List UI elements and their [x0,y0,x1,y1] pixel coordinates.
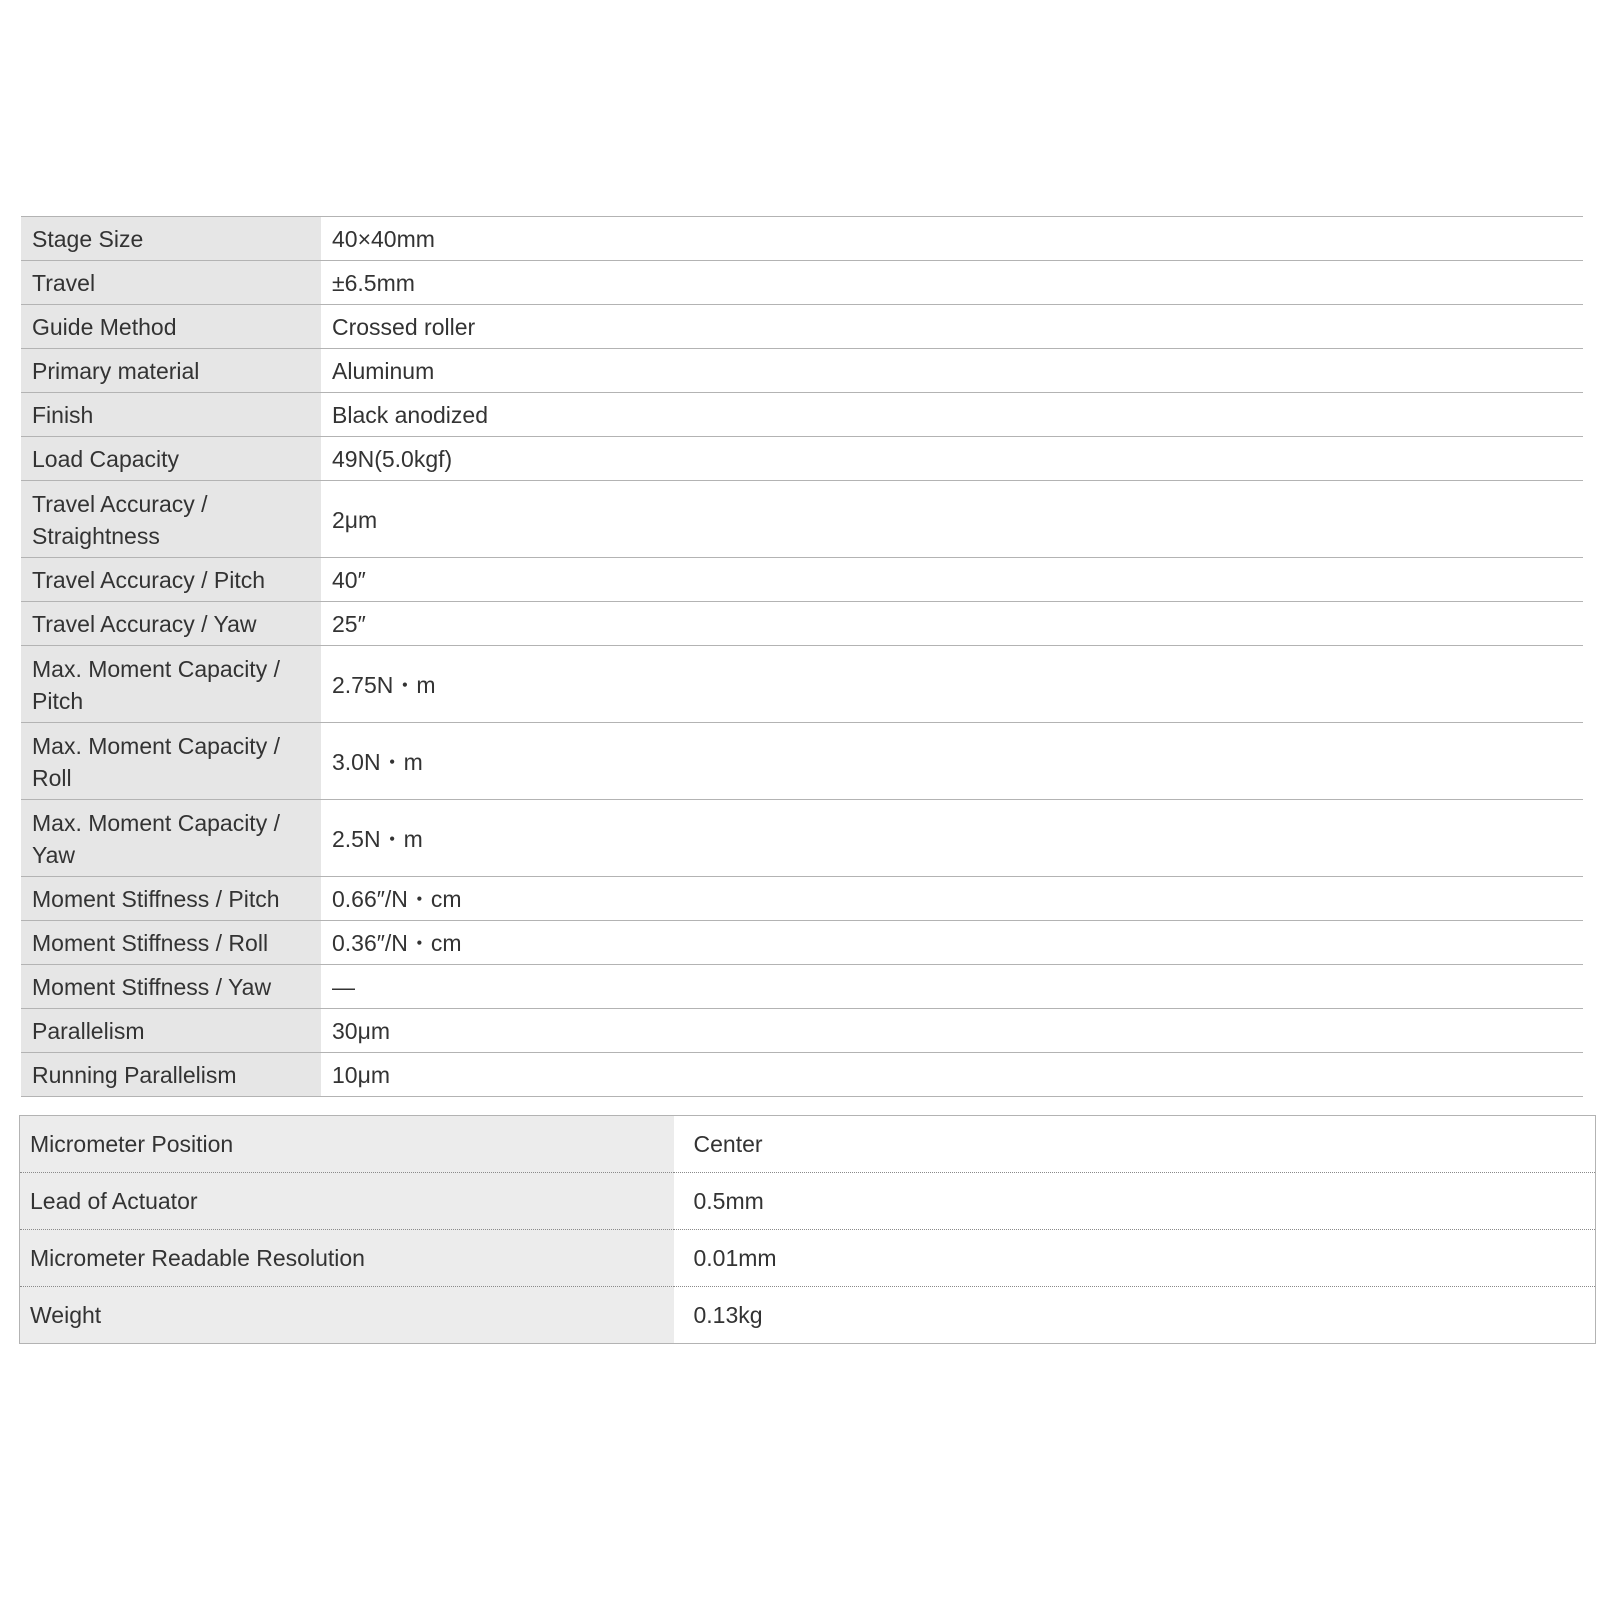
table-row [21,646,1583,723]
table-row [21,558,1583,602]
table-row [21,1053,1583,1097]
row-label: Parallelism [21,1009,321,1053]
table-row [21,481,1583,558]
table-row [21,1009,1583,1053]
row-value: Center [674,1116,1596,1173]
row-label: Max. Moment Capacity / Roll [21,723,321,800]
table-row [21,305,1583,349]
row-label: Moment Stiffness / Yaw [21,965,321,1009]
row-value: Aluminum [321,349,1583,393]
table-row [21,393,1583,437]
row-label: Max. Moment Capacity / Yaw [21,800,321,877]
row-label: Travel Accuracy / Straightness [21,481,321,558]
row-value: 2μm [321,481,1583,558]
row-value: 2.75N・m [321,646,1583,723]
table-row [21,437,1583,481]
row-label: Travel Accuracy / Yaw [21,602,321,646]
table-row [21,261,1583,305]
row-value: 30μm [321,1009,1583,1053]
row-value: 0.13kg [674,1287,1596,1344]
table-row [21,217,1583,261]
row-value: Crossed roller [321,305,1583,349]
table-row [20,1287,1596,1344]
row-value: 0.5mm [674,1173,1596,1230]
row-label: Moment Stiffness / Pitch [21,877,321,921]
row-label: Stage Size [21,217,321,261]
row-value: 40″ [321,558,1583,602]
row-value: Black anodized [321,393,1583,437]
row-value: — [321,965,1583,1009]
row-label: Primary material [21,349,321,393]
row-value: ±6.5mm [321,261,1583,305]
table-row [21,602,1583,646]
row-label: Finish [21,393,321,437]
row-value: 0.66″/N・cm [321,877,1583,921]
table-row [21,921,1583,965]
table-row [21,877,1583,921]
row-value: 40×40mm [321,217,1583,261]
row-label: Weight [20,1287,674,1344]
row-label: Load Capacity [21,437,321,481]
table-row [21,965,1583,1009]
row-value: 2.5N・m [321,800,1583,877]
row-label: Travel [21,261,321,305]
spec-table-main [21,216,1583,1097]
row-value: 0.01mm [674,1230,1596,1287]
row-label: Guide Method [21,305,321,349]
row-label: Running Parallelism [21,1053,321,1097]
row-value: 49N(5.0kgf) [321,437,1583,481]
spec-table-actuator [19,1115,1596,1344]
row-label: Micrometer Readable Resolution [20,1230,674,1287]
row-label: Micrometer Position [20,1116,674,1173]
row-value: 10μm [321,1053,1583,1097]
table-row [21,723,1583,800]
row-label: Moment Stiffness / Roll [21,921,321,965]
row-value: 25″ [321,602,1583,646]
table-row [21,800,1583,877]
row-label: Travel Accuracy / Pitch [21,558,321,602]
row-value: 0.36″/N・cm [321,921,1583,965]
table-row [21,349,1583,393]
table-row [20,1116,1596,1173]
row-label: Max. Moment Capacity / Pitch [21,646,321,723]
table-row [20,1173,1596,1230]
row-label: Lead of Actuator [20,1173,674,1230]
row-value: 3.0N・m [321,723,1583,800]
table-row [20,1230,1596,1287]
